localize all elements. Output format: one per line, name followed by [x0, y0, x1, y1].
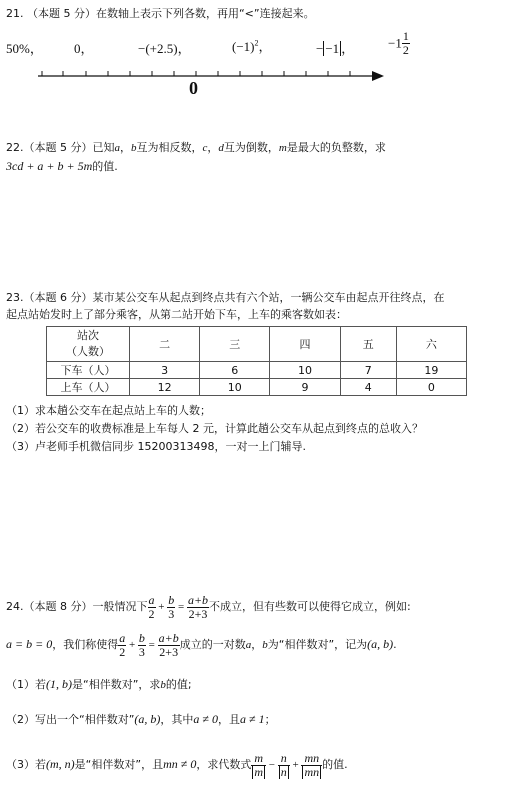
q22-line1: 22.（本题 5 分）已知a，b互为相反数，c，d互为倒数，m是最大的负整数，求: [6, 141, 386, 154]
q21-number-0: 0，: [74, 41, 94, 56]
table-row-label: 下车（人）: [47, 362, 130, 379]
q21-number-50pct: 50%，: [6, 41, 43, 56]
q24-sub1: （1）若(1, b)是“相伴数对”，求b的值;: [6, 677, 192, 691]
q24-sub3: （3）若(m, n)是“相伴数对”，且mn ≠ 0，求代数式 $\frac{m}{m}$ − $\frac{n}{n}$ + $\frac{mn}{mn}$ 的值.: [6, 750, 348, 779]
bus-passenger-table: [46, 326, 467, 396]
table-header-station: 三: [200, 327, 270, 362]
table-row: [47, 379, 467, 396]
q24-sub2: （2）写出一个“相伴数对”(a, b)，其中a ≠ 0，且a ≠ 1；: [6, 712, 276, 726]
table-header-station: 六: [396, 327, 466, 362]
table-cell: 4: [340, 379, 396, 396]
table-cell: 10: [270, 362, 340, 379]
q24-line1: 24.（本题 8 分）一般情况下 $\frac{a}{2}$ + $\frac{b}{3}$ = $\frac{a+b}{2+3}$ 不成立，但有些数可以使得它成立，例如:: [6, 592, 411, 621]
q24-line2: a = b = 0，我们称使得 $\frac{a}{2}$ + $\frac{b}{3}$ = $\frac{a+b}{2+3}$ 成立的一对数a，b为“相伴数对”，记为(a, b).: [6, 630, 397, 659]
q23-sub3: （3）卢老师手机微信同步 15200313498，一对一上门辅导.: [6, 440, 306, 453]
q23-sub2: （2）若公交车的收费标准是上车每人 2 元，计算此趟公交车从起点到终点的总收入？: [6, 422, 423, 435]
q21-number-neg-2-5: −(+2.5)，: [138, 41, 191, 56]
q21-stem: 21. （本题 5 分）在数轴上表示下列各数，再用“<”连接起来。: [6, 7, 315, 20]
number-line-zero-label: 0: [189, 78, 198, 98]
table-header-station: 四: [270, 327, 340, 362]
table-cell: 3: [130, 362, 200, 379]
table-cell: 12: [130, 379, 200, 396]
table-cell: 6: [200, 362, 270, 379]
q21-number-neg1-squared: $(-1)^2$，: [232, 38, 272, 54]
table-header-station: 二: [130, 327, 200, 362]
q22-line2: 3cd + a + b + 5m的值.: [6, 159, 118, 173]
number-line: [0, 60, 512, 100]
table-cell: 19: [396, 362, 466, 379]
table-cell: 10: [200, 379, 270, 396]
table-header-station: 五: [340, 327, 396, 362]
table-header-row: [47, 327, 467, 362]
table-row-label: 上车（人）: [47, 379, 130, 396]
q21-number-neg-1-half: −1 $\frac{1}{2}$: [388, 29, 409, 57]
table-row: [47, 362, 467, 379]
table-header-label: 站次 （人数）: [47, 327, 130, 362]
q23-line2: 起点站始发时上了部分乘客，从第二站开始下车，上车的乘客数如表：: [6, 308, 347, 321]
table-cell: 9: [270, 379, 340, 396]
q23-line1: 23.（本题 6 分）某市某公交车从起点到终点共有六个站，一辆公交车由起点开往终点，在: [6, 291, 445, 304]
q23-sub1: （1）求本趟公交车在起点站上车的人数；: [6, 404, 211, 417]
q21-number-neg-abs-neg1: − −1 ，: [316, 41, 355, 56]
table-cell: 7: [340, 362, 396, 379]
table-cell: 0: [396, 379, 466, 396]
